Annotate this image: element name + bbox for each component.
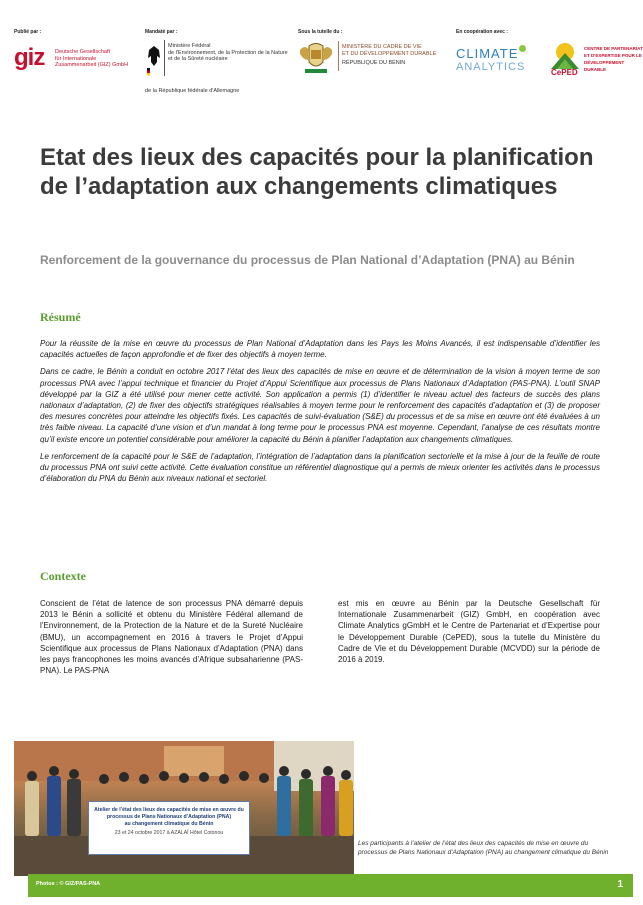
resume-paragraph: Le renforcement de la capacité pour le S&E de l’adaptation, l’intégration de l’adaptation dans la planification sectorielle et la mise à jour de la feuille de route du processus PNA ont suivi cette activité. Cette évaluation constitue un référentiel diagnostique qui a permis de mieux orienter les activités dans le processus d’élaboration du PNA du Bénin aux niveaux national et sectoriel. bbox=[40, 451, 600, 484]
page-number: 1 bbox=[617, 879, 623, 890]
ceped-name: CENTRE DE PARTENARIAT ET D'EXPERTISE POUR LE DÉVELOPPEMENT DURABLE bbox=[584, 46, 643, 72]
photo-credit: Photos : © GIZ/PAS-PNA bbox=[36, 881, 101, 887]
resume-paragraph: Pour la réussite de la mise en œuvre du processus de Plan National d’Adaptation dans les Pays les Moins Avancés, il est indispensable d’identifier les capacités actuelles de façon approfondie et de fixer des objectifs à moyen terme. bbox=[40, 339, 600, 360]
germany-eagle-icon bbox=[146, 40, 162, 76]
workshop-banner: Atelier de l’état des lieux des capacités de mise en œuvre du processus de Plans Nationaux d’Adaptation (PNA) au changement climatique du Bénin 23 et 24 octobre 2017 à AZALAÏ Hôtel Cotonou bbox=[88, 801, 250, 855]
workshop-photo bbox=[14, 741, 354, 876]
footer-bar bbox=[28, 874, 633, 897]
bmu-name: Ministère Fédéral de l'Environnement, de la Protection de la Nature et de la Sûreté nucléaire bbox=[168, 43, 288, 62]
cooperation-label: En coopération avec : bbox=[456, 29, 508, 35]
climate-analytics-dot-icon bbox=[519, 45, 526, 52]
mandated-by-label: Mandaté par : bbox=[145, 29, 178, 35]
resume-heading: Résumé bbox=[40, 310, 81, 324]
giz-org-name: Deutsche Gesellschaft für Internationale Zusammenarbeit (GIZ) GmbH bbox=[55, 49, 129, 68]
benin-coat-of-arms-icon bbox=[297, 40, 335, 76]
ceped-logo: CePED bbox=[548, 41, 582, 79]
page-subtitle: Renforcement de la gouvernance du processus de Plan National d’Adaptation (PNA) au Bénin bbox=[40, 253, 575, 267]
header-logos bbox=[0, 0, 643, 100]
giz-logo-text: giz bbox=[14, 44, 45, 71]
climate-analytics-logo: CLIMATE ANALYTICS bbox=[456, 46, 526, 73]
giz-logo bbox=[14, 44, 44, 72]
benin-divider bbox=[338, 41, 339, 71]
contexte-column-1: Conscient de l’état de latence de son processus PNA démarré depuis 2013 le Bénin a sollicité et obtenu du Ministère Fédéral allemand de l’Environnement, de la Protection de la Nature et de la Sureté Nucléaire (BMU), un accompagnement en 2016 à travers le Projet d’Appui Scientifique aux processus de Plans Nationaux d’Adaptation (PNA) dans les pays francophones les moins avancés d’Afrique subsaharienne (PAS-PNA). Le PAS-PNA bbox=[40, 599, 303, 676]
benin-ministry-name: MINISTÈRE DU CADRE DE VIE ET DU DÉVELOPPEMENT DURABLE RÉPUBLIQUE DU BÉNIN bbox=[342, 44, 437, 66]
supervision-label: Sous la tutelle du : bbox=[298, 29, 343, 35]
contexte-heading: Contexte bbox=[40, 569, 86, 583]
contexte-column-2: est mis en œuvre au Bénin par la Deutsche Gesellschaft für Internationale Zusammenarbeit (GIZ) GmbH, en coopération avec Climate Analytics gGmbH et le Centre de Partenariat et d’Expertise pour le Développement Durable (CePED), sous la tutelle du Ministère du Cadre de Vie et du Développement Durable (MCVDD) sur la période de 2016 à 2019. bbox=[338, 599, 600, 665]
photo-caption: Les participants à l’atelier de l’état des lieux des capacités de mise en œuvre du processus de Plans Nationaux d’Adaptation (PNA) au changement climatique du Bénin bbox=[358, 840, 609, 856]
republic-line: de la République fédérale d'Allemagne bbox=[145, 88, 240, 94]
resume-body bbox=[40, 338, 600, 490]
page-title: Etat des lieux des capacités pour la planification de l’adaptation aux changements climatiques bbox=[40, 144, 594, 200]
bmu-divider bbox=[164, 40, 165, 76]
resume-paragraph: Dans ce cadre, le Bénin a conduit en octobre 2017 l’état des lieux des capacités de mise en œuvre et de détermination de la vision à moyen terme de son processus PNA avec l’appui technique et financier du Projet d’Appui Scientifique aux processus de Plans Nationaux d’Adaptation (PAS-PNA). L’outil SNAP développé par la GIZ a été utilisé pour mener cette activité. Son application a permis (1) d’identifier le niveau actuel des facteurs de succès des plans nationaux d’adaptation, (2) de fixer des objectifs stratégiques réalisables à moyen terme pour le renforcement des capacités d’adaptation et (3) de proposer des mesures concrètes pour atteindre les objectifs fixés. Les capacités de suivi-évaluation (S&E) du processus et de sa mise en œuvre ont été évaluées à un très faible niveau. La capacité d’une vision et d’un mandat à long terme pour le processus PNA est moyenne. Cependant, l’analyse de ces résultats montre qu’il existe encore un potentiel considérable pour améliorer la capacité du Bénin à planifier l’adaptation aux changements climatiques. bbox=[40, 367, 600, 444]
published-by-label: Publié par : bbox=[14, 29, 42, 35]
